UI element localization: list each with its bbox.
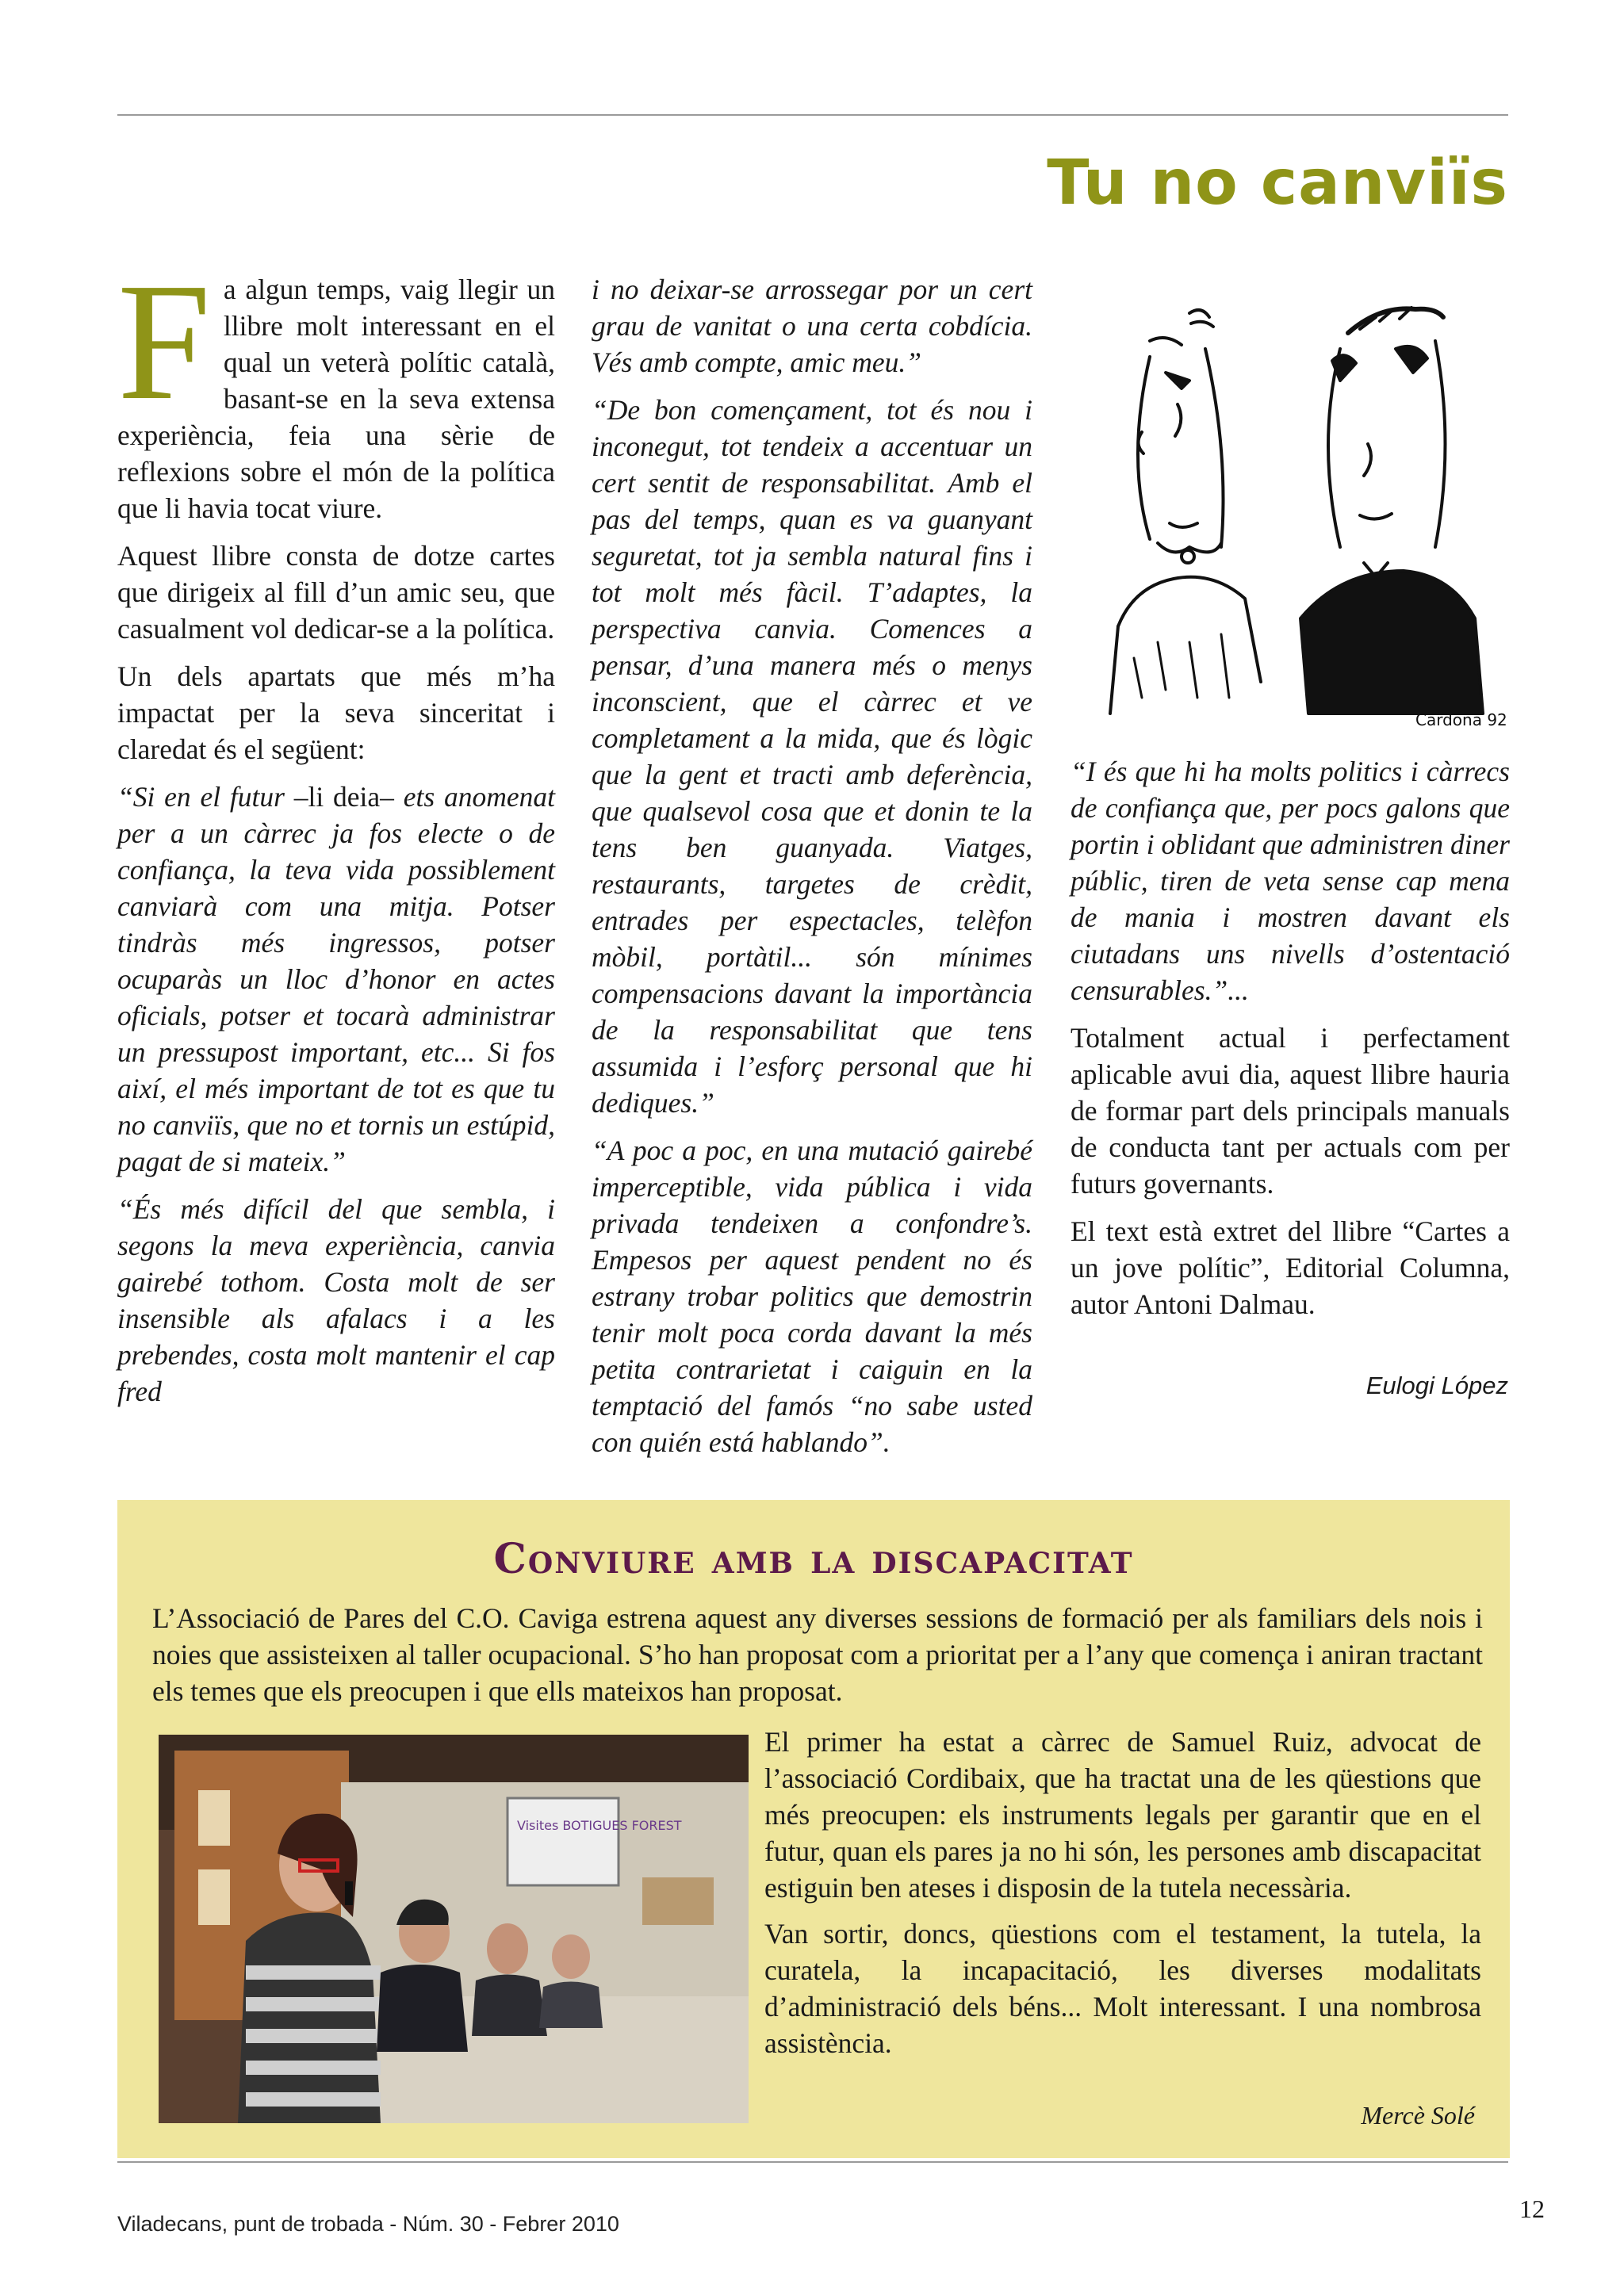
paragraph: Aquest llibre consta de dotze cartes que dirigeix al fill d’un amic seu, que casualment vol dedicar-se a la política.: [117, 540, 555, 645]
cartoon-illustration: [1102, 285, 1515, 737]
page-number: 12: [1519, 2195, 1545, 2223]
article-column-3: [1071, 753, 1510, 1334]
paragraph: El text està extret del llibre “Cartes a un jove polític”, Editorial Columna, autor Antoni Dalmau.: [1071, 1215, 1510, 1320]
quote-paragraph: i no deixar-se arrossegar por un cert grau de vanitat o una certa cobdícia. Vés amb compte, amic meu.”: [592, 274, 1032, 378]
bottom-rule: [117, 2161, 1508, 2163]
quote-paragraph: “És més difícil del que sembla, i segons la meva experiència, canvia gairebé tothom. Costa molt de ser insensible als afalacs i a les prebendes, costa molt mantenir el cap fred: [117, 1193, 555, 1407]
cartoon-signature: Cardona 92: [1415, 710, 1507, 729]
top-rule: [117, 114, 1508, 116]
paragraph: Totalment actual i perfectament aplicable avui dia, aquest llibre hauria de formar part dels principals manuals de conducta tant per actuals com per futurs governants.: [1071, 1022, 1510, 1200]
event-photo: [159, 1735, 749, 2123]
quote-paragraph: “I és que hi ha molts politics i càrrecs de confiança que, per pocs galons que portin i oblidant que administren diner públic, tiren de veta sense cap mena de mania i mostren davant els ciutadans uns nivells d’ostentació censurables.”...: [1071, 756, 1510, 1006]
paragraph: Van sortir, doncs, qüestions com el testament, la tutela, la curatela, la incapacitació, les diverses modalitats d’administració dels béns... Molt interessant. I una nombrosa assistència.: [764, 1918, 1481, 2059]
quote-paragraph: “De bon començament, tot és nou i inconegut, tot tendeix a accentuar un cert sentit de responsabilitat. Amb el pas del temps, quan es va guanyant seguretat, tot ja sembla natural fins i tot molt més fàcil. T’adaptes, la perspectiva canvia. Comences a pensar, d’una manera més o menys inconscient, que el càrrec et ve completament a la mida, que és lògic que la gent et tracti amb deferència, que qualsevol cosa que et donin te la tens ben guanyada. Viatges, restaurants, targetes de crèdit, entrades per espectacles, telèfon mòbil, portàtil... són mínimes compensacions davant la importància de la responsabilitat que tens assumida i l’esforç personal que hi dediques.”: [592, 394, 1032, 1119]
footer-publication: Viladecans, punt de trobada - Núm. 30 - Febrer 2010: [117, 2212, 619, 2236]
boxed-article-body: [764, 1724, 1481, 2071]
poster-text: Visites BOTIGUES FOREST: [517, 1818, 682, 1833]
paragraph: Un dels apartats que més m’ha impactat per la seva sinceritat i claredat és el següent:: [117, 660, 555, 765]
quote-paragraph: “A poc a poc, en una mutació gairebé imperceptible, vida pública i vida privada tendeixen a confondre’s. Empesos per aquest pendent no és estrany trobar politics que demostrin tenir molt poca corda davant la més petita contrarietat i caiguin en la temptació del famós “no sabe usted con quién está hablando”.: [592, 1135, 1032, 1458]
paragraph: L’Associació de Pares del C.O. Caviga estrena aquest any diverses sessions de formació per als familiars dels nois i noies que assisteixen al taller ocupacional. S’ho han proposat com a prioritat per a l’any que comença i aniran tractant els temes que els preocupen i que ells mateixos han proposat.: [152, 1602, 1483, 1707]
article-column-2: [592, 271, 1032, 1471]
article-author: Eulogi López: [1365, 1372, 1508, 1399]
paragraph: Fa algun temps, vaig llegir un llibre molt interessant en el qual un veterà polític català, basant-se en la seva extensa experiència, feia una sèrie de reflexions sobre el món de la política que li havia tocat viure.: [117, 248, 555, 524]
article-title: Tu no canviïs: [1047, 147, 1508, 219]
drop-cap: F: [117, 248, 211, 434]
boxed-article-title: Conviure amb la discapacitat: [493, 1535, 1134, 1583]
boxed-article-author: Mercè Solé: [1361, 2101, 1475, 2130]
quote-paragraph: “Si en el futur –li deia– ets anomenat per a un càrrec ja fos electe o de confiança, la teva vida possiblement canviarà com una mitja. Potser tindràs més ingressos, potser ocuparàs un lloc d’honor en actes oficials, potser et tocarà administrar un pressupost important, etc... Si fos així, el més important de tot es que tu no canviïs, que no et tornis un estúpid, pagat de si mateix.”: [117, 781, 555, 1177]
paragraph: El primer ha estat a càrrec de Samuel Ruiz, advocat de l’associació Cordibaix, que ha tractat una de les qüestions que més preocupen: els instruments legals per garantir que en el futur, quan els pares ja no hi són, les persones amb discapacitat estiguin ben ateses i disposin de la tutela necessària.: [764, 1726, 1481, 1904]
article-column-1: [117, 248, 555, 1421]
boxed-article: [117, 1500, 1510, 2158]
